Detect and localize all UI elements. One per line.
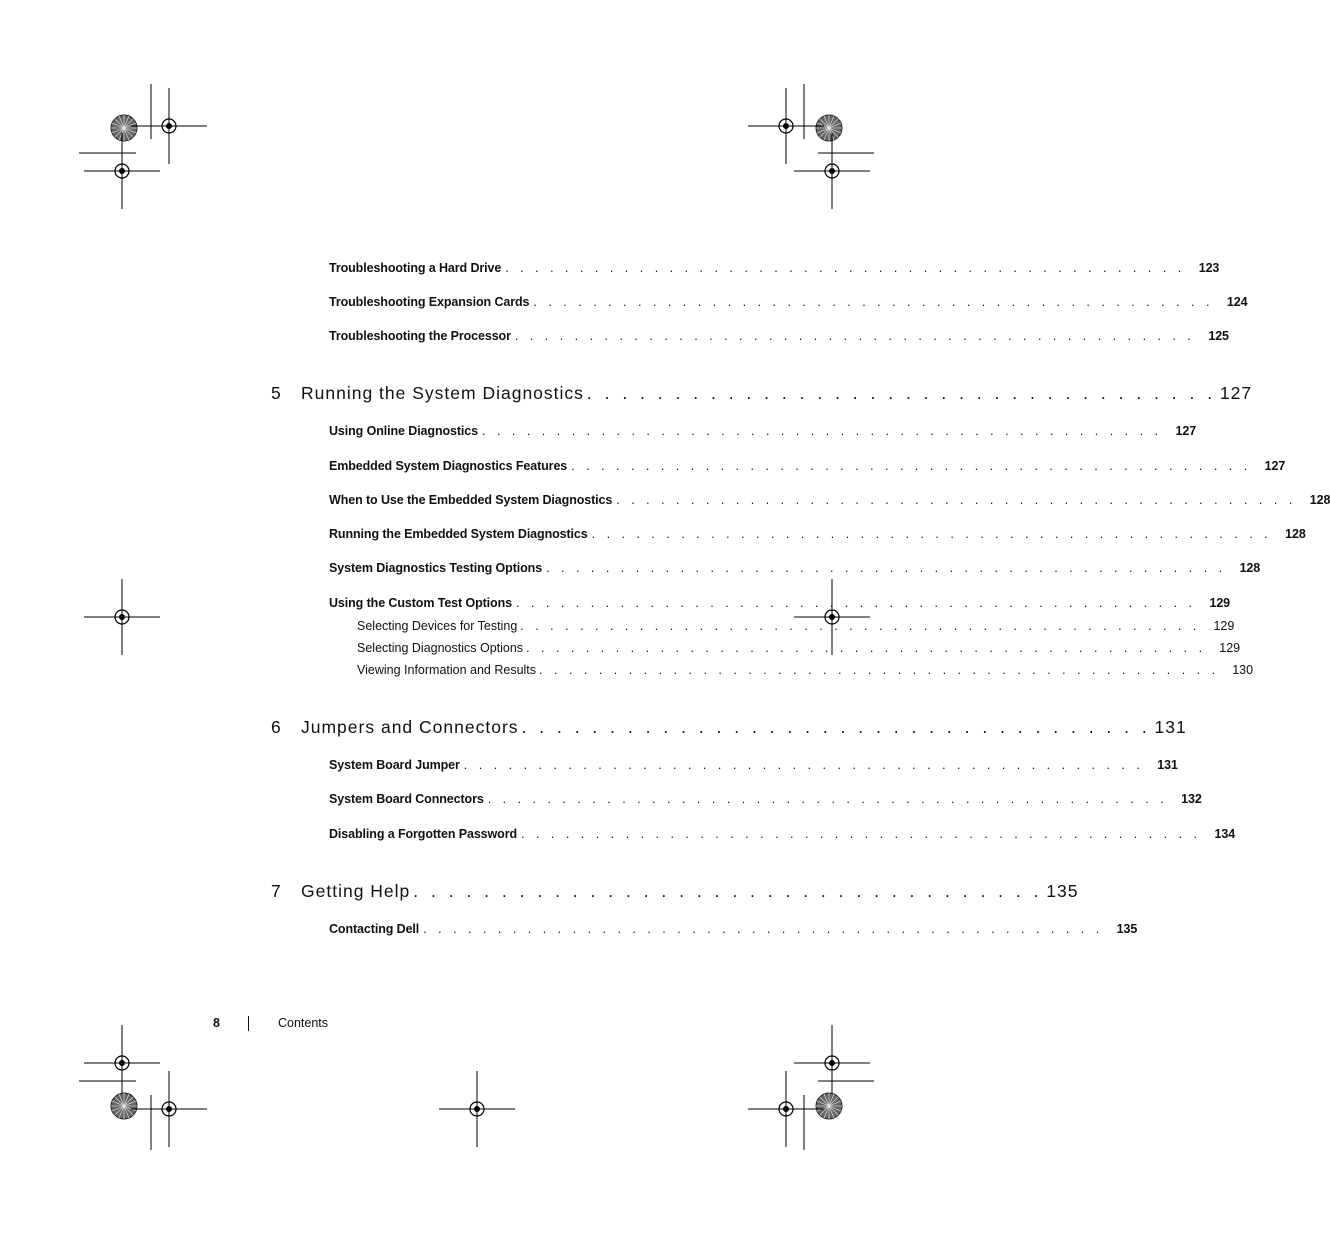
toc-entry-page: 127 xyxy=(1264,459,1286,473)
toc-subentry-page: 129 xyxy=(1219,641,1241,655)
toc-entry-page: 127 xyxy=(1175,424,1197,438)
toc-entry[interactable] xyxy=(329,493,1330,507)
chapter-heading[interactable] xyxy=(271,717,1187,738)
toc-entry-title: When to Use the Embedded System Diagnostics xyxy=(329,493,613,507)
toc-entry-page: 128 xyxy=(1239,561,1261,575)
toc-subentry-page: 130 xyxy=(1232,663,1254,677)
toc-entry-page: 128 xyxy=(1309,493,1330,507)
dot-leader: . . . . . . . . . . . . . . . . . . . . . . . . . . . . . . . . . . . . xyxy=(413,881,1043,901)
dot-leader: . . . . . . . . . . . . . . . . . . . . . . . . . . . . . . . . . . . . . . . . . . . . . . xyxy=(487,792,1168,806)
toc-entry-page: 125 xyxy=(1208,329,1229,343)
dot-leader: . . . . . . . . . . . . . . . . . . . . . . . . . . . . . . . . . . . . . . . . . . . . . . xyxy=(616,493,1297,507)
chapter-page: 127 xyxy=(1219,383,1253,403)
toc-entry-title: Troubleshooting Expansion Cards xyxy=(329,295,530,309)
toc-entry[interactable] xyxy=(329,758,1178,772)
toc-entry-page: 128 xyxy=(1285,527,1306,541)
dot-leader: . . . . . . . . . . . . . . . . . . . . . . . . . . . . . . . . . . . . . . . . . . . . . . xyxy=(463,758,1144,772)
chapter-heading[interactable] xyxy=(271,383,1253,404)
dot-leader: . . . . . . . . . . . . . . . . . . . . . . . . . . . . . . . . . . . . xyxy=(586,383,1217,403)
toc-entry-title: Using the Custom Test Options xyxy=(329,596,512,610)
dot-leader: . . . . . . . . . . . . . . . . . . . . . . . . . . . . . . . . . . . . . . . . . . . . . . xyxy=(505,261,1186,275)
toc-entry[interactable] xyxy=(329,459,1286,473)
dot-leader: . . . . . . . . . . . . . . . . . . . . . . . . . . . . . . . . . . . . . . . . . . . . . . xyxy=(520,619,1201,633)
toc-entry-title: Running the Embedded System Diagnostics xyxy=(329,527,588,541)
toc-entry[interactable] xyxy=(329,827,1236,841)
toc-entry-title: Troubleshooting the Processor xyxy=(329,329,511,343)
toc-entry-title: Disabling a Forgotten Password xyxy=(329,827,517,841)
toc-entry-page: 132 xyxy=(1181,792,1202,806)
toc-entry-title: System Board Connectors xyxy=(329,792,484,806)
toc-entry-page: 131 xyxy=(1157,758,1178,772)
chapter-page: 135 xyxy=(1046,881,1079,901)
dot-leader: . . . . . . . . . . . . . . . . . . . . . . . . . . . . . . . . . . . . . . . . . . . . . . xyxy=(533,295,1214,309)
toc-entry[interactable] xyxy=(329,561,1261,575)
toc-entry[interactable] xyxy=(329,922,1138,936)
toc-subentry-title: Selecting Diagnostics Options xyxy=(357,641,524,655)
toc-subentry-title: Viewing Information and Results xyxy=(357,663,537,677)
toc-entry[interactable] xyxy=(329,596,1231,610)
dot-leader: . . . . . . . . . . . . . . . . . . . . . . . . . . . . . . . . . . . . . . . . . . . . . . xyxy=(482,424,1163,438)
dot-leader: . . . . . . . . . . . . . . . . . . . . . . . . . . . . . . . . . . . . . . . . . . . . . . xyxy=(514,329,1195,343)
dot-leader: . . . . . . . . . . . . . . . . . . . . . . . . . . . . . . . . . . . . . . . . . . . . . . xyxy=(521,827,1202,841)
footer-page-number: 8 xyxy=(213,1016,220,1030)
toc-entry-title: Troubleshooting a Hard Drive xyxy=(329,261,502,275)
toc-entry[interactable] xyxy=(329,792,1202,806)
toc-entry-title: Using Online Diagnostics xyxy=(329,424,479,438)
toc-entry-page: 124 xyxy=(1226,295,1248,309)
toc-entry[interactable] xyxy=(329,424,1197,438)
chapter-title: Running the System Diagnostics xyxy=(301,383,584,403)
dot-leader: . . . . . . . . . . . . . . . . . . . . . . . . . . . . . . . . . . . . xyxy=(521,717,1151,737)
dot-leader: . . . . . . . . . . . . . . . . . . . . . . . . . . . . . . . . . . . . . . . . . . . . . . xyxy=(591,527,1272,541)
toc-entry-title: System Board Jumper xyxy=(329,758,460,772)
toc-subentry-page: 129 xyxy=(1213,619,1235,633)
chapter-heading[interactable] xyxy=(271,881,1079,902)
chapter-number: 5 xyxy=(271,383,282,403)
dot-leader: . . . . . . . . . . . . . . . . . . . . . . . . . . . . . . . . . . . . . . . . . . . . . . xyxy=(539,663,1220,677)
dot-leader: . . . . . . . . . . . . . . . . . . . . . . . . . . . . . . . . . . . . . . . . . . . . . . xyxy=(526,641,1207,655)
toc-entry[interactable] xyxy=(329,329,1229,343)
dot-leader: . . . . . . . . . . . . . . . . . . . . . . . . . . . . . . . . . . . . . . . . . . . . . . xyxy=(515,596,1197,610)
footer-separator xyxy=(248,1016,249,1031)
toc-subentry-title: Selecting Devices for Testing xyxy=(357,619,518,633)
toc-subentry[interactable] xyxy=(357,619,1235,633)
chapter-number: 6 xyxy=(271,717,282,737)
chapter-number: 7 xyxy=(271,881,282,901)
toc-entry-title: System Diagnostics Testing Options xyxy=(329,561,543,575)
toc-entry-page: 123 xyxy=(1198,261,1220,275)
dot-leader: . . . . . . . . . . . . . . . . . . . . . . . . . . . . . . . . . . . . . . . . . . . . . . xyxy=(546,561,1227,575)
toc-entry[interactable] xyxy=(329,295,1248,309)
chapter-page: 131 xyxy=(1154,717,1187,737)
toc-entry-title: Contacting Dell xyxy=(329,922,420,936)
toc-entry-page: 129 xyxy=(1209,596,1231,610)
toc-entry-page: 134 xyxy=(1214,827,1236,841)
dot-leader: . . . . . . . . . . . . . . . . . . . . . . . . . . . . . . . . . . . . . . . . . . . . . . xyxy=(571,459,1252,473)
dot-leader: . . . . . . . . . . . . . . . . . . . . . . . . . . . . . . . . . . . . . . . . . . . . . . xyxy=(423,922,1104,936)
toc-entry-title: Embedded System Diagnostics Features xyxy=(329,459,568,473)
chapter-title: Jumpers and Connectors xyxy=(301,717,519,737)
toc-subentry[interactable] xyxy=(357,641,1241,655)
toc-entry-page: 135 xyxy=(1116,922,1138,936)
toc-subentry[interactable] xyxy=(357,663,1254,677)
chapter-title: Getting Help xyxy=(301,881,411,901)
toc-entry[interactable] xyxy=(329,527,1306,541)
footer-label: Contents xyxy=(278,1016,329,1030)
toc-entry[interactable] xyxy=(329,261,1220,275)
